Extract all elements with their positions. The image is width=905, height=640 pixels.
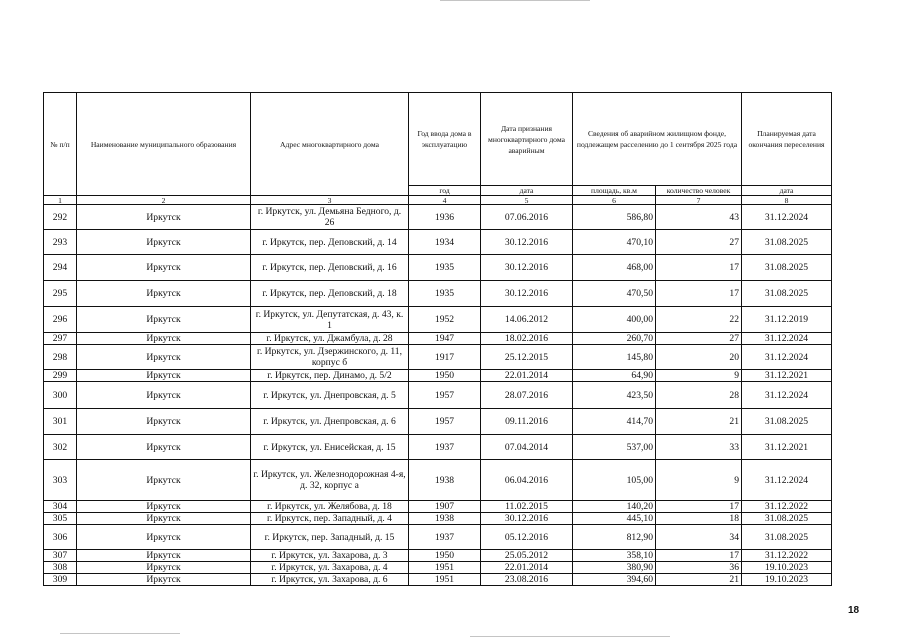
row-end-date: 19.10.2023 [742, 562, 832, 574]
row-year: 1935 [409, 281, 481, 307]
row-people: 17 [656, 281, 742, 307]
row-people: 27 [656, 333, 742, 345]
row-area: 145,80 [573, 345, 656, 370]
column-number: 5 [481, 196, 573, 205]
row-date: 06.04.2016 [481, 460, 573, 501]
row-municipality: Иркутск [77, 574, 251, 586]
table-row [44, 460, 832, 501]
row-municipality: Иркутск [77, 281, 251, 307]
column-number: 4 [409, 196, 481, 205]
row-area: 445,10 [573, 513, 656, 525]
row-number: 300 [44, 382, 77, 409]
row-people: 36 [656, 562, 742, 574]
row-people: 43 [656, 205, 742, 230]
column-number: 2 [77, 196, 251, 205]
subheader-people: количество человек [656, 186, 742, 196]
table-row [44, 281, 832, 307]
row-municipality: Иркутск [77, 409, 251, 435]
subheader-date: дата [481, 186, 573, 196]
row-date: 07.04.2014 [481, 435, 573, 460]
row-people: 20 [656, 345, 742, 370]
row-end-date: 31.12.2022 [742, 550, 832, 562]
row-people: 9 [656, 370, 742, 382]
row-number: 302 [44, 435, 77, 460]
row-address: г. Иркутск, ул. Енисейская, д. 15 [251, 435, 409, 460]
row-municipality: Иркутск [77, 345, 251, 370]
row-date: 25.05.2012 [481, 550, 573, 562]
row-date: 30.12.2016 [481, 255, 573, 281]
row-municipality: Иркутск [77, 205, 251, 230]
row-end-date: 31.08.2025 [742, 281, 832, 307]
row-number: 306 [44, 525, 77, 550]
row-year: 1952 [409, 307, 481, 333]
scan-artifact-line [60, 633, 180, 634]
row-address: г. Иркутск, ул. Депутатская, д. 43, к. 1 [251, 307, 409, 333]
row-area: 400,00 [573, 307, 656, 333]
row-people: 27 [656, 230, 742, 255]
row-number: 307 [44, 550, 77, 562]
row-address: г. Иркутск, ул. Дзержинского, д. 11, корпус б [251, 345, 409, 370]
row-number: 309 [44, 574, 77, 586]
row-number: 305 [44, 513, 77, 525]
row-number: 299 [44, 370, 77, 382]
subheader-year: год [409, 186, 481, 196]
row-people: 22 [656, 307, 742, 333]
row-end-date: 31.08.2025 [742, 255, 832, 281]
row-address: г. Иркутск, пер. Деповский, д. 14 [251, 230, 409, 255]
row-year: 1951 [409, 574, 481, 586]
row-year: 1947 [409, 333, 481, 345]
table-row [44, 230, 832, 255]
row-area: 380,90 [573, 562, 656, 574]
table-row [44, 333, 832, 345]
row-date: 23.08.2016 [481, 574, 573, 586]
header-address: Адрес многоквартирного дома [251, 93, 409, 196]
row-year: 1937 [409, 525, 481, 550]
row-area: 812,90 [573, 525, 656, 550]
row-area: 414,70 [573, 409, 656, 435]
scan-artifact-line [470, 636, 670, 637]
row-end-date: 31.12.2024 [742, 345, 832, 370]
row-year: 1917 [409, 345, 481, 370]
row-address: г. Иркутск, пер. Западный, д. 15 [251, 525, 409, 550]
row-year: 1937 [409, 435, 481, 460]
column-number: 6 [573, 196, 656, 205]
subheader-date2: дата [742, 186, 832, 196]
row-date: 14.06.2012 [481, 307, 573, 333]
row-municipality: Иркутск [77, 370, 251, 382]
row-address: г. Иркутск, пер. Динамо, д. 5/2 [251, 370, 409, 382]
row-end-date: 31.08.2025 [742, 409, 832, 435]
table-row [44, 435, 832, 460]
row-area: 537,00 [573, 435, 656, 460]
header-municipality: Наименование муниципального образования [77, 93, 251, 196]
table-row [44, 525, 832, 550]
row-year: 1957 [409, 409, 481, 435]
row-date: 22.01.2014 [481, 370, 573, 382]
row-number: 304 [44, 501, 77, 513]
row-people: 18 [656, 513, 742, 525]
row-number: 303 [44, 460, 77, 501]
table-row [44, 205, 832, 230]
row-date: 05.12.2016 [481, 525, 573, 550]
row-address: г. Иркутск, ул. Захарова, д. 3 [251, 550, 409, 562]
row-address: г. Иркутск, ул. Днепровская, д. 5 [251, 382, 409, 409]
row-end-date: 31.12.2024 [742, 460, 832, 501]
table-row [44, 370, 832, 382]
row-people: 21 [656, 409, 742, 435]
header-emergency-info: Сведения об аварийном жилищном фонде, подлежащем расселению до 1 сентября 2025 года [573, 93, 742, 186]
row-people: 28 [656, 382, 742, 409]
row-address: г. Иркутск, пер. Деповский, д. 16 [251, 255, 409, 281]
row-year: 1907 [409, 501, 481, 513]
row-municipality: Иркутск [77, 550, 251, 562]
row-number: 294 [44, 255, 77, 281]
row-end-date: 31.12.2022 [742, 501, 832, 513]
row-date: 22.01.2014 [481, 562, 573, 574]
row-area: 423,50 [573, 382, 656, 409]
row-end-date: 31.12.2024 [742, 333, 832, 345]
row-address: г. Иркутск, ул. Захарова, д. 4 [251, 562, 409, 574]
row-number: 298 [44, 345, 77, 370]
row-year: 1936 [409, 205, 481, 230]
table-row [44, 550, 832, 562]
table-row [44, 255, 832, 281]
row-municipality: Иркутск [77, 333, 251, 345]
table-row [44, 513, 832, 525]
row-municipality: Иркутск [77, 435, 251, 460]
row-people: 34 [656, 525, 742, 550]
table-row [44, 307, 832, 333]
row-address: г. Иркутск, ул. Железнодорожная 4-я, д. 32, корпус а [251, 460, 409, 501]
page-number: 18 [848, 605, 860, 616]
row-municipality: Иркутск [77, 525, 251, 550]
row-number: 292 [44, 205, 77, 230]
row-municipality: Иркутск [77, 307, 251, 333]
row-municipality: Иркутск [77, 460, 251, 501]
row-date: 11.02.2015 [481, 501, 573, 513]
row-end-date: 19.10.2023 [742, 574, 832, 586]
row-people: 21 [656, 574, 742, 586]
row-people: 17 [656, 255, 742, 281]
column-number-row [44, 196, 832, 205]
header-planned-end: Планируемая дата окончания переселения [742, 93, 832, 186]
subheader-area: площадь, кв.м [573, 186, 656, 196]
row-year: 1957 [409, 382, 481, 409]
column-number: 3 [251, 196, 409, 205]
row-area: 140,20 [573, 501, 656, 513]
row-number: 293 [44, 230, 77, 255]
row-year: 1950 [409, 550, 481, 562]
row-number: 308 [44, 562, 77, 574]
row-area: 105,00 [573, 460, 656, 501]
row-year: 1935 [409, 255, 481, 281]
column-number: 1 [44, 196, 77, 205]
row-end-date: 31.12.2021 [742, 370, 832, 382]
header-date-recognition: Дата признания многоквартирного дома аварийным [481, 93, 573, 186]
row-municipality: Иркутск [77, 513, 251, 525]
row-municipality: Иркутск [77, 230, 251, 255]
row-end-date: 31.12.2021 [742, 435, 832, 460]
row-area: 586,80 [573, 205, 656, 230]
table-row [44, 345, 832, 370]
table-row [44, 501, 832, 513]
header-year-commission: Год ввода дома в эксплуатацию [409, 93, 481, 186]
row-number: 296 [44, 307, 77, 333]
column-number: 7 [656, 196, 742, 205]
row-area: 470,50 [573, 281, 656, 307]
row-year: 1938 [409, 513, 481, 525]
row-area: 260,70 [573, 333, 656, 345]
row-date: 30.12.2016 [481, 230, 573, 255]
row-people: 9 [656, 460, 742, 501]
row-people: 33 [656, 435, 742, 460]
row-area: 64,90 [573, 370, 656, 382]
row-people: 17 [656, 501, 742, 513]
row-area: 394,60 [573, 574, 656, 586]
row-end-date: 31.12.2024 [742, 382, 832, 409]
row-area: 358,10 [573, 550, 656, 562]
row-municipality: Иркутск [77, 382, 251, 409]
row-date: 07.06.2016 [481, 205, 573, 230]
row-date: 30.12.2016 [481, 281, 573, 307]
row-date: 09.11.2016 [481, 409, 573, 435]
scan-artifact-line [440, 0, 590, 1]
row-area: 470,10 [573, 230, 656, 255]
row-address: г. Иркутск, ул. Захарова, д. 6 [251, 574, 409, 586]
row-address: г. Иркутск, ул. Днепровская, д. 6 [251, 409, 409, 435]
row-end-date: 31.08.2025 [742, 230, 832, 255]
row-address: г. Иркутск, ул. Демьяна Бедного, д. 26 [251, 205, 409, 230]
emergency-housing-table [43, 92, 832, 586]
row-date: 28.07.2016 [481, 382, 573, 409]
table-row [44, 574, 832, 586]
table-row [44, 562, 832, 574]
row-date: 30.12.2016 [481, 513, 573, 525]
row-date: 18.02.2016 [481, 333, 573, 345]
row-municipality: Иркутск [77, 501, 251, 513]
row-end-date: 31.12.2024 [742, 205, 832, 230]
row-people: 17 [656, 550, 742, 562]
row-address: г. Иркутск, ул. Желябова, д. 18 [251, 501, 409, 513]
row-end-date: 31.08.2025 [742, 525, 832, 550]
row-date: 25.12.2015 [481, 345, 573, 370]
row-number: 301 [44, 409, 77, 435]
table-row [44, 382, 832, 409]
row-year: 1951 [409, 562, 481, 574]
row-municipality: Иркутск [77, 562, 251, 574]
row-address: г. Иркутск, ул. Джамбула, д. 28 [251, 333, 409, 345]
row-year: 1938 [409, 460, 481, 501]
table-row [44, 409, 832, 435]
header-row [44, 93, 832, 186]
row-area: 468,00 [573, 255, 656, 281]
row-year: 1934 [409, 230, 481, 255]
row-number: 295 [44, 281, 77, 307]
row-address: г. Иркутск, пер. Деповский, д. 18 [251, 281, 409, 307]
column-number: 8 [742, 196, 832, 205]
row-number: 297 [44, 333, 77, 345]
row-end-date: 31.12.2019 [742, 307, 832, 333]
row-year: 1950 [409, 370, 481, 382]
row-address: г. Иркутск, пер. Западный, д. 4 [251, 513, 409, 525]
header-num: № п/п [44, 93, 77, 196]
row-end-date: 31.08.2025 [742, 513, 832, 525]
row-municipality: Иркутск [77, 255, 251, 281]
